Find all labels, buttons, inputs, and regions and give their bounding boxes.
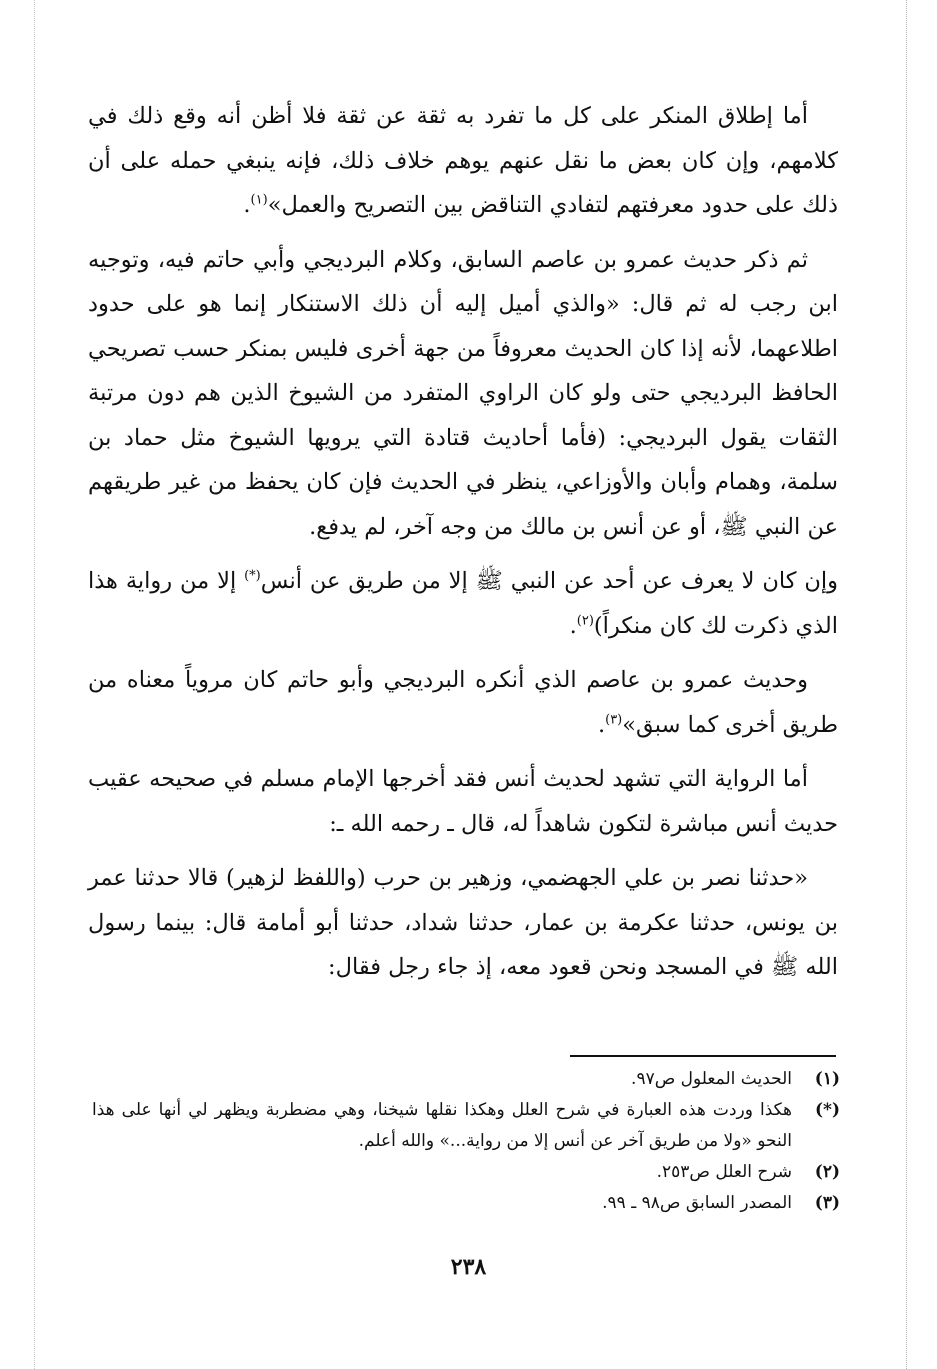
footnote-number: (٢) xyxy=(814,1162,840,1182)
footnote-text: شرح العلل ص٢٥٣. xyxy=(656,1162,792,1182)
footnote-ref-2[interactable]: (٢) xyxy=(576,613,594,628)
footnotes xyxy=(92,1064,840,1219)
footnote-text: المصدر السابق ص٩٨ ـ ٩٩. xyxy=(602,1193,792,1213)
paragraph-2: ثم ذكر حديث عمرو بن عاصم السابق، وكلام البرديجي وأبي حاتم فيه، وتوجيه ابن رجب له ثم قال: «والذي أميل إليه أن ذلك الاستنكار إنما هو على حدود اطلاعهما، لأنه إذا كان الحديث معروفاً من جهة أخرى فليس بمنكر حسب تصريحي الحافظ البرديجي حتى ولو كان الراوي المتفرد من الشيوخ الذين هم دون مرتبة الثقات يقول البرديجي: (فأما أحاديث قتادة التي يرويها الشيوخ مثل حماد بن سلمة، وهمام وأبان والأوزاعي، ينظر في الحديث فإن كان يحفظ من غير طريقهم عن النبي ﷺ، أو عن أنس بن مالك من وجه آخر، لم يدفع. xyxy=(88,246,838,540)
footnote-text: هكذا وردت هذه العبارة في شرح العلل وهكذا نقلها شيخنا، وهي مضطربة ويظهر لي أنها على هذا النحو «ولا من طريق آخر عن أنس إلا من رواية...» والله أعلم. xyxy=(92,1100,792,1151)
footnote-star xyxy=(92,1095,840,1157)
footnote-number: (*) xyxy=(815,1100,840,1120)
footnote-1 xyxy=(92,1064,840,1095)
paragraph-1: أما إطلاق المنكر على كل ما تفرد به ثقة عن ثقة فلا أظن أنه وقع ذلك في كلامهم، وإن كان بعض ما نقل عنهم يوهم خلاف ذلك، فإنه ينبغي حمله على أن ذلك على حدود معرفتهم لتفادي التناقض بين التصريح والعمل»$^{(١)}$. xyxy=(88,103,838,218)
footnote-separator xyxy=(570,1055,836,1057)
footnote-ref-star[interactable]: (*) xyxy=(244,568,261,584)
footnote-2 xyxy=(92,1157,840,1188)
footnote-3 xyxy=(92,1188,840,1219)
paragraph-6: «حدثنا نصر بن علي الجهضمي، وزهير بن حرب (واللفظ لزهير) قالا حدثنا عمر بن يونس، حدثنا عكرمة بن عمار، حدثنا شداد، حدثنا أبو أمامة قال: بينما رسول الله ﷺ في المسجد ونحن قعود معه، إذ جاء رجل فقال: xyxy=(88,865,838,980)
paragraph-3: وإن كان لا يعرف عن أحد عن النبي ﷺ إلا من طريق عن أنس(*) إلا من رواية هذا الذي ذكرت لك كان منكراً)$^{(٢)}$. xyxy=(88,568,838,639)
footnote-ref-1[interactable]: (١) xyxy=(250,192,268,208)
paragraph-4: وحديث عمرو بن عاصم الذي أنكره البرديجي وأبو حاتم كان مروياً معناه من طريق أخرى كما سبق»$^{(٣)}$. xyxy=(88,667,838,738)
paragraph-5: أما الرواية التي تشهد لحديث أنس فقد أخرجها الإمام مسلم في صحيحه عقيب حديث أنس مباشرة لتكون شاهداً له، قال ـ رحمه الله ـ: xyxy=(88,766,838,837)
page-number: ٢٣٨ xyxy=(450,1254,487,1280)
footnote-number: (١) xyxy=(814,1069,840,1089)
footnote-ref-3[interactable]: (٣) xyxy=(605,712,623,727)
footnote-text: الحديث المعلول ص٩٧. xyxy=(631,1069,792,1089)
scan-edge-right xyxy=(906,0,907,1369)
footnote-number: (٣) xyxy=(814,1193,840,1213)
scan-edge-left xyxy=(34,0,35,1369)
main-text xyxy=(88,94,838,1000)
